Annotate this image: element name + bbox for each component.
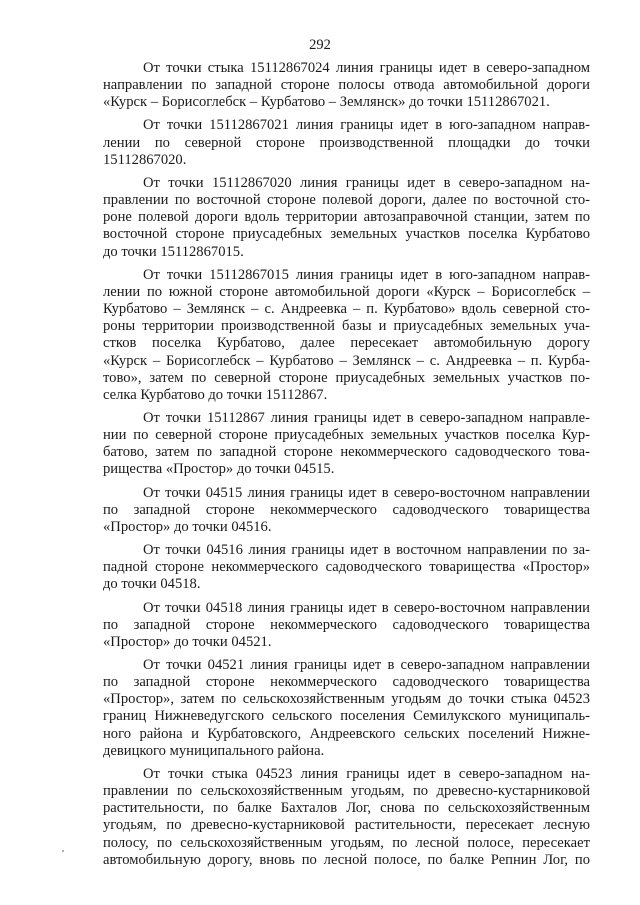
paragraph [103,410,590,479]
text-line: От точки 04516 линия границы идет в восточном направлении по за- [143,542,590,559]
text-line: От точки стыка 15112867024 линия границы идет в северо-западном [143,60,590,76]
paragraph [103,267,590,404]
text-line: до точки 15112867015. [103,243,244,260]
text-line: по западной стороне некоммерческого садоводческого товарищества [103,501,590,518]
text-line: 15112867020. [103,151,187,168]
text-line: роны территории производственной базы и приусадебных земельных уча- [103,318,590,335]
text-line: роне полевой дороги вдоль территории автозаправочной станции, затем по [103,209,590,226]
text-line: ного района и Курбатовского, Андреевского сельских поселений Нижне- [103,725,590,742]
text-line: «Курск – Борисоглебск – Курбатово – Землянск» до точки 15112867021. [103,94,550,111]
text-line: селка Курбатово до точки 15112867. [103,386,328,403]
text-line: полосу, по сельскохозяйственным угодьям, по лесной полосе, пересекает [103,834,590,851]
text-line: От точки 04521 линия границы идет в северо-западном направлении [143,657,590,673]
paragraph [103,117,590,168]
text-line: От точки 15112867021 линия границы идет в юго-западном направ- [143,117,590,134]
text-line: тово», затем по северной стороне приусадебных земельных участков по- [103,369,590,386]
paragraph [103,60,590,111]
text-line: стков поселка Курбатово, далее пересекает автомобильную дорогу [103,335,590,352]
text-line: направлении по западной стороне полосы отвода автомобильной дороги [103,77,590,94]
text-line: правлении по сельскохозяйственным угодьям, по древесно-кустарниковой [103,783,590,800]
text-line: падной стороне некоммерческого садоводческого товарищества «Простор» [103,559,590,576]
text-line: От точки 15112867015 линия границы идет в юго-западном направ- [143,266,590,283]
paragraph [103,600,590,651]
text-line: по западной стороне некоммерческого садоводческого товарищества [103,616,590,633]
text-line: правлении по восточной стороне полевой дороги, далее по восточной сто- [103,192,590,209]
text-line: автомобильную дорогу, вновь по лесной полосе, по балке Репнин Лог, по [103,851,590,868]
paragraph [103,175,590,261]
paragraph [103,485,590,536]
paragraph [103,766,590,869]
text-line: нии по северной стороне приусадебных земельных участков поселка Кур- [103,427,590,444]
text-line: лении по северной стороне производственной площадки до точки [103,134,590,151]
text-line: лении по южной стороне автомобильной дороги «Курск – Борисоглебск – [103,283,590,300]
paragraph [103,657,590,760]
text-line: От точки 04518 линия границы идет в северо-восточном направлении [143,599,590,616]
page-number: 292 [309,37,331,53]
text-line: до точки 04518. [103,576,201,593]
text-line: рищества «Простор» до точки 04515. [103,461,335,478]
document-body [103,60,590,875]
text-line: батово, затем по западной стороне некоммерческого садоводческого това- [103,444,590,461]
text-line: Курбатово – Землянск – с. Андреевка – п. Курбатово» вдоль северной сто- [103,301,590,318]
text-line: «Простор» до точки 04516. [103,518,272,535]
text-line: растительности, по балке Бахталов Лог, снова по сельскохозяйственным [103,800,590,817]
text-line: восточной стороне приусадебных земельных участков поселка Курбатово [103,226,590,243]
scan-speck [62,850,64,852]
text-line: «Курск – Борисоглебск – Курбатово – Землянск – с. Андреевка – п. Курба- [103,352,590,369]
text-line: девицкого муниципального района. [103,742,325,759]
text-line: От точки 15112867020 линия границы идет в северо-западном на- [143,174,590,191]
text-line: От точки 04515 линия границы идет в северо-восточном направлении [143,484,590,501]
text-line: «Простор» до точки 04521. [103,633,272,650]
text-line: границ Нижневедугского сельского поселения Семилукского муниципаль- [103,708,590,725]
text-line: От точки 15112867 линия границы идет в северо-западном направле- [143,409,590,426]
text-line: по западной стороне некоммерческого садоводческого товарищества [103,674,590,691]
text-line: угодьям, по древесно-кустарниковой растительности, пересекает лесную [103,817,590,834]
text-line: От точки стыка 04523 линия границы идет в северо-западном на- [143,765,590,782]
text-line: «Простор», затем по сельскохозяйственным угодьям до точки стыка 04523 [103,691,590,708]
paragraph [103,542,590,593]
